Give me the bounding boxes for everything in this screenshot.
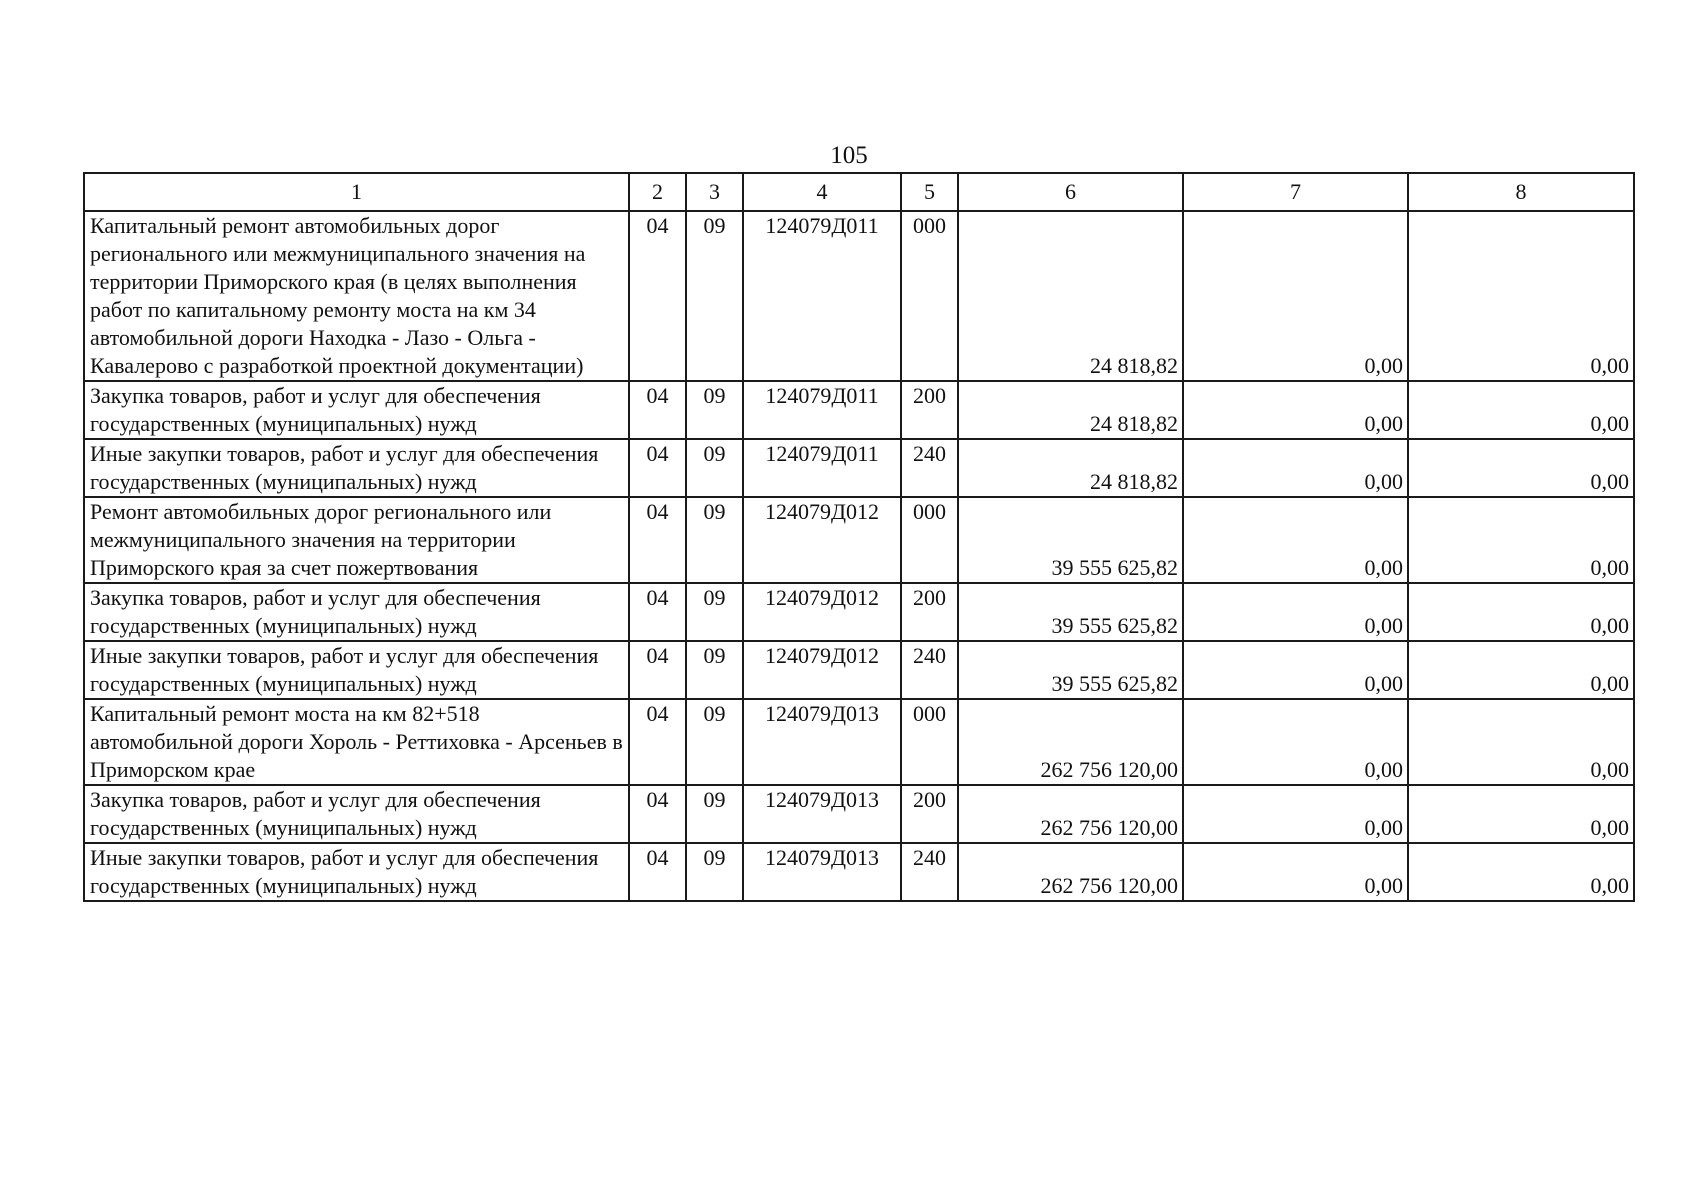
- row-description: Иные закупки товаров, работ и услуг для обеспечения государственных (муниципальных) нужд: [84, 641, 629, 699]
- row-amount-col7: 0,00: [1183, 843, 1408, 901]
- table-row: [84, 699, 1634, 785]
- column-header-5: 5: [901, 173, 958, 211]
- row-amount-col7: 0,00: [1183, 785, 1408, 843]
- row-target-article: 124079Д013: [743, 699, 901, 785]
- column-header-6: 6: [958, 173, 1183, 211]
- row-amount-col8: 0,00: [1408, 699, 1634, 785]
- table-row: [84, 843, 1634, 901]
- row-amount-col8: 0,00: [1408, 785, 1634, 843]
- row-amount-col8: 0,00: [1408, 381, 1634, 439]
- row-description: Ремонт автомобильных дорог регионального или межмуниципального значения на территории Приморского края за счет пожертвования: [84, 497, 629, 583]
- row-amount-col8: 0,00: [1408, 497, 1634, 583]
- row-target-article: 124079Д012: [743, 497, 901, 583]
- row-expense-type: 000: [901, 211, 958, 381]
- row-amount-col8: 0,00: [1408, 211, 1634, 381]
- row-subsection-code: 09: [686, 641, 743, 699]
- row-section-code: 04: [629, 381, 686, 439]
- row-subsection-code: 09: [686, 785, 743, 843]
- row-target-article: 124079Д011: [743, 439, 901, 497]
- row-target-article: 124079Д011: [743, 211, 901, 381]
- row-amount-col7: 0,00: [1183, 381, 1408, 439]
- row-target-article: 124079Д013: [743, 843, 901, 901]
- row-section-code: 04: [629, 785, 686, 843]
- row-target-article: 124079Д011: [743, 381, 901, 439]
- row-amount-col6: 262 756 120,00: [958, 699, 1183, 785]
- column-header-8: 8: [1408, 173, 1634, 211]
- row-description: Иные закупки товаров, работ и услуг для обеспечения государственных (муниципальных) нужд: [84, 439, 629, 497]
- row-expense-type: 000: [901, 497, 958, 583]
- column-header-4: 4: [743, 173, 901, 211]
- column-header-1: 1: [84, 173, 629, 211]
- row-section-code: 04: [629, 699, 686, 785]
- row-target-article: 124079Д013: [743, 785, 901, 843]
- table-row: [84, 211, 1634, 381]
- table-body: [84, 173, 1634, 901]
- row-target-article: 124079Д012: [743, 583, 901, 641]
- row-subsection-code: 09: [686, 497, 743, 583]
- row-description: Капитальный ремонт автомобильных дорог регионального или межмуниципального значения на территории Приморского края (в целях выполнения работ по капитальному ремонту моста на км 34 автомобильной дороги Находка - Лазо - Ольга - Кавалерово с разработкой проектной документации): [84, 211, 629, 381]
- row-target-article: 124079Д012: [743, 641, 901, 699]
- row-amount-col6: 39 555 625,82: [958, 641, 1183, 699]
- row-expense-type: 200: [901, 583, 958, 641]
- row-amount-col7: 0,00: [1183, 699, 1408, 785]
- column-header-row: [84, 173, 1634, 211]
- budget-table: [83, 172, 1635, 902]
- row-section-code: 04: [629, 497, 686, 583]
- table-row: [84, 641, 1634, 699]
- row-amount-col8: 0,00: [1408, 439, 1634, 497]
- row-amount-col7: 0,00: [1183, 641, 1408, 699]
- row-amount-col8: 0,00: [1408, 843, 1634, 901]
- table-row: [84, 583, 1634, 641]
- row-amount-col7: 0,00: [1183, 497, 1408, 583]
- row-amount-col6: 39 555 625,82: [958, 497, 1183, 583]
- row-amount-col7: 0,00: [1183, 583, 1408, 641]
- row-expense-type: 240: [901, 843, 958, 901]
- row-description: Закупка товаров, работ и услуг для обеспечения государственных (муниципальных) нужд: [84, 583, 629, 641]
- column-header-2: 2: [629, 173, 686, 211]
- row-section-code: 04: [629, 843, 686, 901]
- row-section-code: 04: [629, 211, 686, 381]
- row-section-code: 04: [629, 641, 686, 699]
- row-description: Закупка товаров, работ и услуг для обеспечения государственных (муниципальных) нужд: [84, 785, 629, 843]
- row-description: Закупка товаров, работ и услуг для обеспечения государственных (муниципальных) нужд: [84, 381, 629, 439]
- row-subsection-code: 09: [686, 381, 743, 439]
- row-expense-type: 200: [901, 381, 958, 439]
- row-amount-col6: 24 818,82: [958, 381, 1183, 439]
- row-amount-col6: 262 756 120,00: [958, 785, 1183, 843]
- row-amount-col6: 262 756 120,00: [958, 843, 1183, 901]
- column-header-3: 3: [686, 173, 743, 211]
- page-number: 105: [830, 142, 868, 169]
- row-subsection-code: 09: [686, 211, 743, 381]
- row-description: Капитальный ремонт моста на км 82+518 автомобильной дороги Хороль - Реттиховка - Арсеньев в Приморском крае: [84, 699, 629, 785]
- row-subsection-code: 09: [686, 843, 743, 901]
- row-subsection-code: 09: [686, 699, 743, 785]
- row-section-code: 04: [629, 583, 686, 641]
- row-expense-type: 200: [901, 785, 958, 843]
- row-amount-col8: 0,00: [1408, 641, 1634, 699]
- row-amount-col8: 0,00: [1408, 583, 1634, 641]
- row-expense-type: 240: [901, 439, 958, 497]
- column-header-7: 7: [1183, 173, 1408, 211]
- table-row: [84, 439, 1634, 497]
- row-amount-col6: 24 818,82: [958, 439, 1183, 497]
- row-amount-col7: 0,00: [1183, 211, 1408, 381]
- row-expense-type: 000: [901, 699, 958, 785]
- table-row: [84, 381, 1634, 439]
- row-subsection-code: 09: [686, 583, 743, 641]
- table-row: [84, 497, 1634, 583]
- row-description: Иные закупки товаров, работ и услуг для обеспечения государственных (муниципальных) нужд: [84, 843, 629, 901]
- row-amount-col6: 24 818,82: [958, 211, 1183, 381]
- row-section-code: 04: [629, 439, 686, 497]
- table-row: [84, 785, 1634, 843]
- row-amount-col6: 39 555 625,82: [958, 583, 1183, 641]
- row-subsection-code: 09: [686, 439, 743, 497]
- row-amount-col7: 0,00: [1183, 439, 1408, 497]
- row-expense-type: 240: [901, 641, 958, 699]
